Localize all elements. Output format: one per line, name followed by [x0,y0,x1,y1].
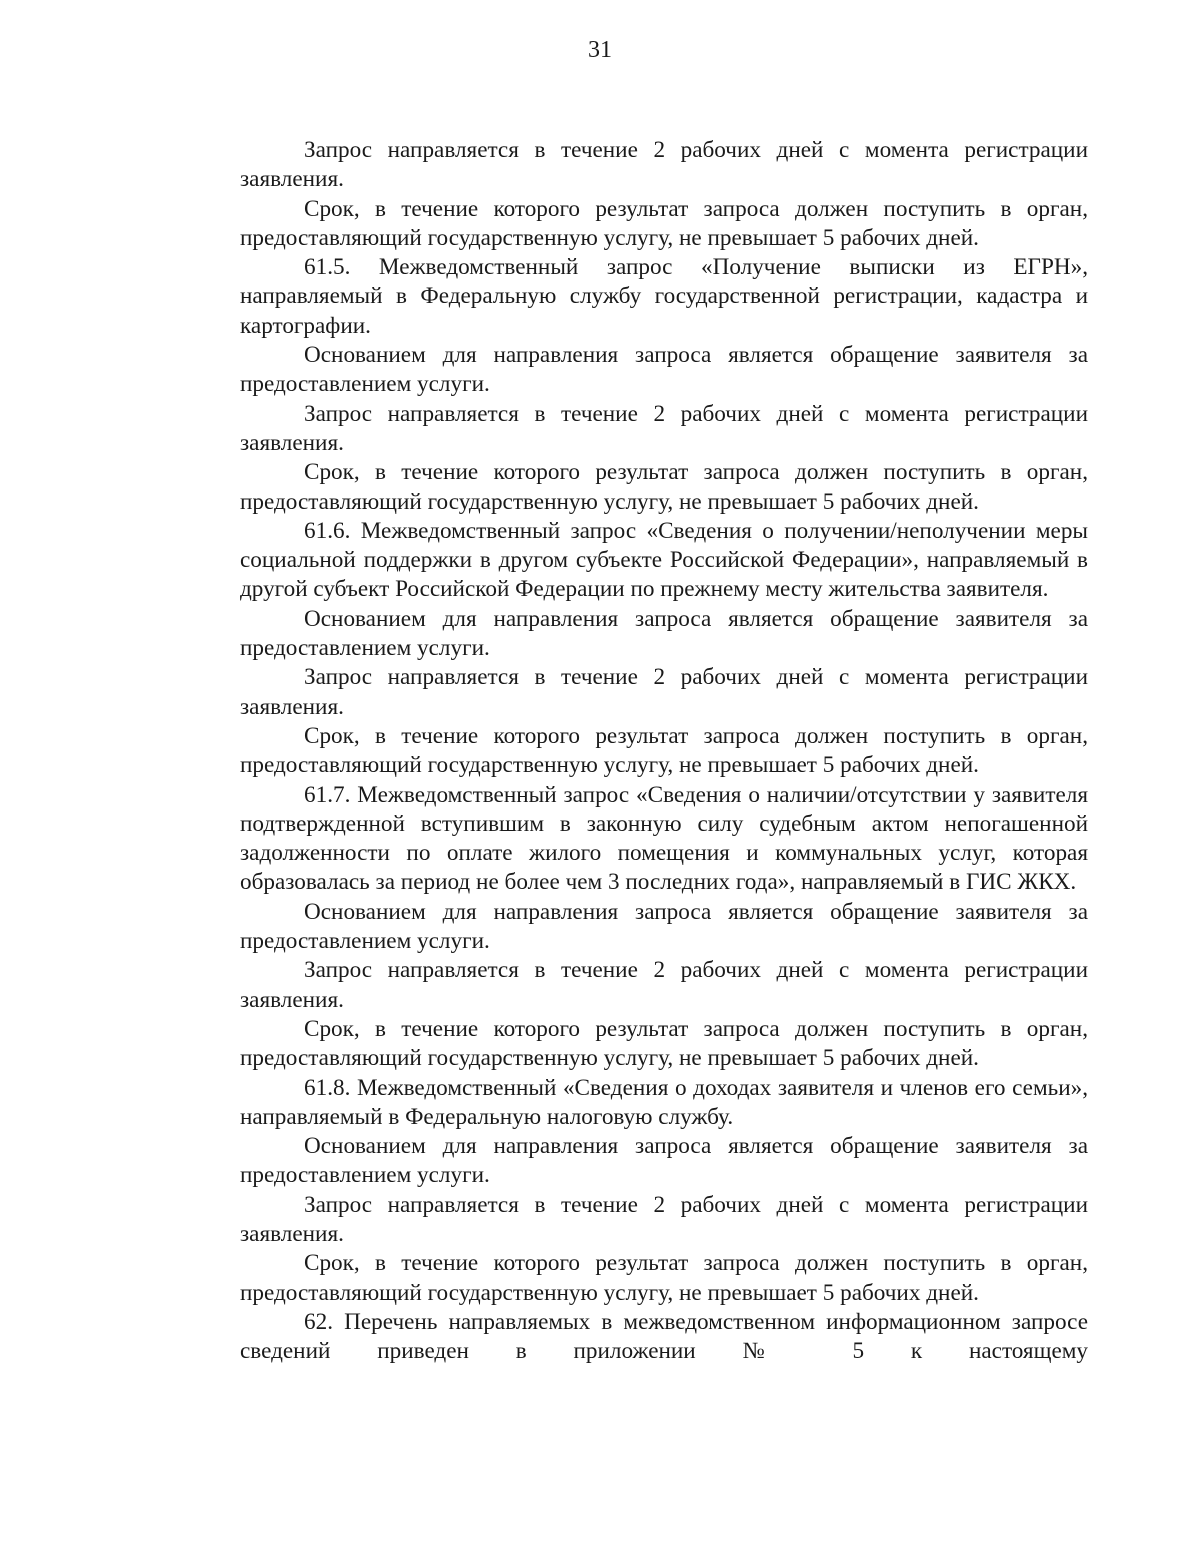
page-number: 31 [588,37,612,63]
paragraph: Запрос направляется в течение 2 рабочих дней с момента регистрации заявления. [240,400,1088,456]
paragraph: Основанием для направления запроса является обращение заявителя за предоставлением услуги. [240,1133,1088,1189]
paragraph: Запрос направляется в течение 2 рабочих дней с момента регистрации заявления. [240,1191,1088,1247]
paragraph: 61.7. Межведомственный запрос «Сведения о наличии/отсутствии у заявителя подтвержденной вступившим в законную силу судебным актом непогашенной задолженности по оплате жилого помещения и коммунальных услуг, которая образовалась за период не более чем 3 последних года», направляемый в ГИС ЖКХ. [240,781,1088,896]
paragraph: 61.8. Межведомственный «Сведения о доходах заявителя и членов его семьи», направляемый в Федеральную налоговую службу. [240,1074,1088,1130]
paragraph: Основанием для направления запроса является обращение заявителя за предоставлением услуги. [240,342,1088,398]
paragraph: 61.6. Межведомственный запрос «Сведения о получении/неполучении меры социальной поддержки в другом субъекте Российской Федерации», направляемый в другой субъект Российской Федерации по прежнему месту жительства заявителя. [240,517,1088,603]
paragraph: Запрос направляется в течение 2 рабочих дней с момента регистрации заявления. [240,664,1088,720]
paragraph: Срок, в течение которого результат запроса должен поступить в орган, предоставляющий государственную услугу, не превышает 5 рабочих дней. [240,1015,1088,1072]
paragraph: Срок, в течение которого результат запроса должен поступить в орган, предоставляющий государственную услугу, не превышает 5 рабочих дней. [240,195,1088,251]
paragraph: Запрос направляется в течение 2 рабочих дней с момента регистрации заявления. [240,957,1088,1013]
paragraph: 61.5. Межведомственный запрос «Получение выписки из ЕГРН», направляемый в Федеральную службу государственной регистрации, кадастра и картографии. [240,254,1088,339]
paragraph-continued: 62. Перечень направляемых в межведомственном информационном запросе сведений приведен в приложении № 5 к настоящему [240,1308,1088,1365]
paragraph: Основанием для направления запроса является обращение заявителя за предоставлением услуги. [240,605,1088,662]
paragraph: Основанием для направления запроса является обращение заявителя за предоставлением услуги. [240,898,1088,955]
paragraph: Срок, в течение которого результат запроса должен поступить в орган, предоставляющий государственную услугу, не превышает 5 рабочих дней. [240,1250,1088,1306]
document-body [240,136,1088,1366]
paragraph: Срок, в течение которого результат запроса должен поступить в орган, предоставляющий государственную услугу, не превышает 5 рабочих дней. [240,459,1088,515]
paragraph: Срок, в течение которого результат запроса должен поступить в орган, предоставляющий государственную услугу, не превышает 5 рабочих дней. [240,722,1088,779]
paragraph: Запрос направляется в течение 2 рабочих дней с момента регистрации заявления. [240,137,1088,193]
